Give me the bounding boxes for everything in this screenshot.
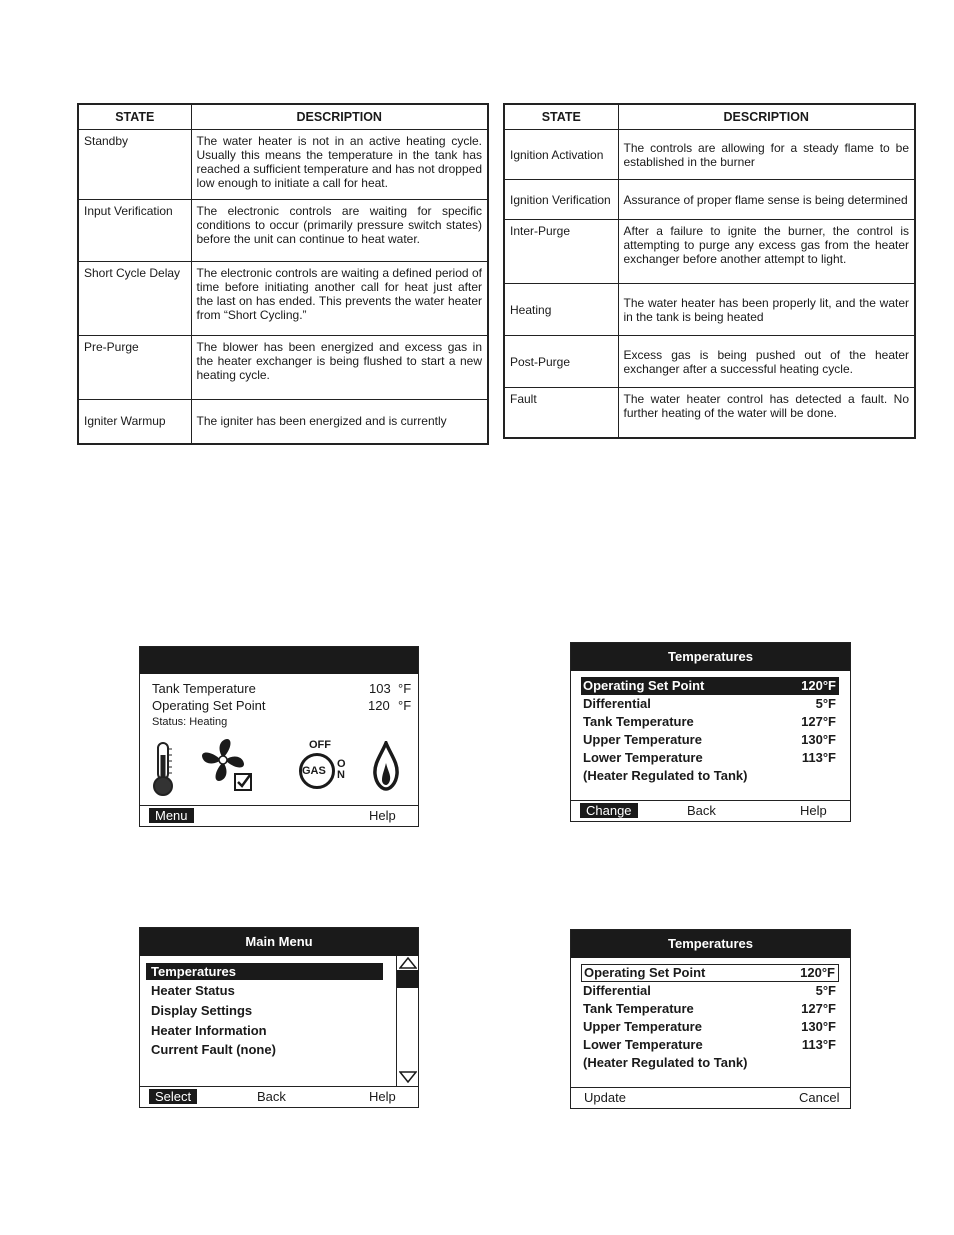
temperatures-edit-screen	[570, 929, 851, 1109]
description-cell: The water heater has been properly lit, and the water in the tank is being heated	[618, 284, 915, 336]
description-cell: The water heater is not in an active heating cycle. Usually this means the temperature in the tank has reached a sufficient temperature and has not dropped low enough to initiate a call for heat.	[191, 130, 488, 200]
temperatures-edit-title: Temperatures	[571, 930, 850, 958]
scroll-down-icon[interactable]	[399, 1071, 417, 1083]
note-text: (Heater Regulated to Tank)	[583, 1055, 748, 1070]
main-menu-title: Main Menu	[140, 928, 418, 956]
flame-icon	[372, 741, 400, 791]
setpoint-label: Operating Set Point	[152, 698, 266, 713]
description-cell: The water heater control has detected a fault. No further heating of the water will be done.	[618, 388, 915, 438]
lower-temperature-row[interactable]	[581, 749, 839, 767]
temperatures-edit-softkey-bar	[571, 1087, 850, 1108]
temperatures-title: Temperatures	[571, 643, 850, 671]
change-softkey[interactable]: Change	[580, 803, 638, 818]
table-header-row	[78, 104, 488, 130]
update-softkey[interactable]: Update	[584, 1090, 626, 1105]
back-softkey[interactable]: Back	[687, 803, 716, 818]
checkbox-icon	[233, 771, 255, 793]
row-label: Tank Temperature	[583, 1001, 694, 1016]
row-value: 127°F	[801, 714, 836, 729]
state-cell: Ignition Verification	[504, 180, 618, 220]
main-menu-screen	[139, 927, 419, 1108]
description-cell: The electronic controls are waiting a defined period of time before initiating another call for heat just after the last on has ended. This prevents the water heater from “Short Cycling.”	[191, 262, 488, 336]
row-label: Lower Temperature	[583, 750, 703, 765]
row-label: Operating Set Point	[583, 678, 705, 693]
status-softkey-bar	[140, 805, 418, 826]
differential-row[interactable]	[581, 982, 839, 1000]
state-cell: Input Verification	[78, 200, 191, 262]
regulation-note	[581, 1054, 839, 1072]
state-header: STATE	[78, 104, 191, 130]
row-label: Differential	[583, 983, 651, 998]
scrollbar[interactable]	[396, 956, 419, 1087]
row-value: 5°F	[815, 696, 836, 711]
temperatures-view-softkey-bar	[571, 800, 850, 821]
status-screen	[139, 646, 419, 827]
gas-valve-icon	[297, 739, 357, 795]
row-value: 120°F	[801, 678, 836, 693]
state-cell: Short Cycle Delay	[78, 262, 191, 336]
upper-temperature-row[interactable]	[581, 1018, 839, 1036]
table-row	[78, 200, 488, 262]
row-value: 130°F	[801, 732, 836, 747]
main-menu-softkey-bar	[140, 1086, 418, 1107]
menu-item-display-settings[interactable]: Display Settings	[151, 1003, 253, 1018]
table-row	[78, 400, 488, 444]
upper-temperature-row[interactable]	[581, 731, 839, 749]
status-text: Status: Heating	[152, 716, 228, 728]
row-label: Tank Temperature	[583, 714, 694, 729]
state-cell: Fault	[504, 388, 618, 438]
thermometer-icon	[152, 741, 176, 797]
row-value: 127°F	[801, 1001, 836, 1016]
row-label: Differential	[583, 696, 651, 711]
setpoint-value: 120	[368, 698, 390, 713]
table-row	[78, 336, 488, 400]
back-softkey[interactable]: Back	[257, 1089, 286, 1104]
menu-item-heater-information[interactable]: Heater Information	[151, 1023, 267, 1038]
row-value: 113°F	[801, 1037, 836, 1052]
tank-temperature-unit: °F	[398, 681, 412, 696]
scroll-thumb[interactable]	[397, 970, 419, 988]
state-cell: Igniter Warmup	[78, 400, 191, 444]
state-table-right	[503, 103, 916, 439]
note-text: (Heater Regulated to Tank)	[583, 768, 748, 783]
row-value: 120°F	[800, 965, 835, 980]
table-row	[504, 284, 915, 336]
tank-temperature-row[interactable]	[581, 713, 839, 731]
description-cell: The igniter has been energized and is currently	[191, 400, 488, 444]
menu-item-heater-status[interactable]: Heater Status	[151, 983, 235, 998]
description-cell: The electronic controls are waiting for specific conditions to occur (primarily pressure switch states) before the unit can continue to heat water.	[191, 200, 488, 262]
description-header: DESCRIPTION	[618, 104, 915, 130]
menu-softkey[interactable]: Menu	[149, 808, 194, 823]
setpoint-row[interactable]	[581, 677, 839, 695]
gas-on-label: ON	[337, 758, 346, 781]
row-label: Lower Temperature	[583, 1037, 703, 1052]
row-label: Operating Set Point	[584, 965, 706, 980]
setpoint-unit: °F	[398, 698, 412, 713]
lower-temperature-row[interactable]	[581, 1036, 839, 1054]
state-table-left	[77, 103, 489, 445]
table-row	[78, 262, 488, 336]
gas-label: GAS	[302, 765, 326, 777]
state-header: STATE	[504, 104, 618, 130]
differential-row[interactable]	[581, 695, 839, 713]
setpoint-edit-row[interactable]	[581, 964, 839, 982]
cancel-softkey[interactable]: Cancel	[799, 1090, 840, 1105]
table-row	[78, 130, 488, 200]
scroll-up-icon[interactable]	[399, 957, 417, 969]
row-label: Upper Temperature	[583, 732, 702, 747]
tank-temperature-label: Tank Temperature	[152, 681, 256, 696]
description-cell: Assurance of proper flame sense is being determined	[618, 180, 915, 220]
description-cell: Excess gas is being pushed out of the heater exchanger after a successful heating cycle.	[618, 336, 915, 388]
state-cell: Heating	[504, 284, 618, 336]
help-softkey[interactable]: Help	[369, 808, 396, 823]
temperatures-view-screen	[570, 642, 851, 822]
table-row	[504, 336, 915, 388]
table-row	[504, 388, 915, 438]
status-screen-header	[140, 647, 418, 674]
description-cell: After a failure to ignite the burner, the control is attempting to purge any excess gas from the heater exchanger before another attempt to light.	[618, 220, 915, 284]
row-value: 5°F	[815, 983, 836, 998]
description-header: DESCRIPTION	[191, 104, 488, 130]
state-cell: Pre-Purge	[78, 336, 191, 400]
row-value: 130°F	[801, 1019, 836, 1034]
table-row	[504, 180, 915, 220]
regulation-note	[581, 767, 839, 785]
state-cell: Inter-Purge	[504, 220, 618, 284]
gas-off-label: OFF	[309, 739, 331, 751]
menu-item-temperatures[interactable]: Temperatures	[151, 964, 237, 979]
table-header-row	[504, 104, 915, 130]
description-cell: The blower has been energized and excess gas in the heater exchanger is being flushed to start a new heating cycle.	[191, 336, 488, 400]
description-cell: The controls are allowing for a steady flame to be established in the burner	[618, 130, 915, 180]
help-softkey[interactable]: Help	[369, 1089, 396, 1104]
menu-item-current-fault[interactable]: Current Fault (none)	[151, 1042, 276, 1057]
select-softkey[interactable]: Select	[149, 1089, 197, 1104]
row-label: Upper Temperature	[583, 1019, 702, 1034]
state-cell: Ignition Activation	[504, 130, 618, 180]
tank-temperature-row[interactable]	[581, 1000, 839, 1018]
table-row	[504, 130, 915, 180]
state-cell: Standby	[78, 130, 191, 200]
help-softkey[interactable]: Help	[800, 803, 827, 818]
table-row	[504, 220, 915, 284]
tank-temperature-value: 103	[369, 681, 391, 696]
state-cell: Post-Purge	[504, 336, 618, 388]
row-value: 113°F	[801, 750, 836, 765]
